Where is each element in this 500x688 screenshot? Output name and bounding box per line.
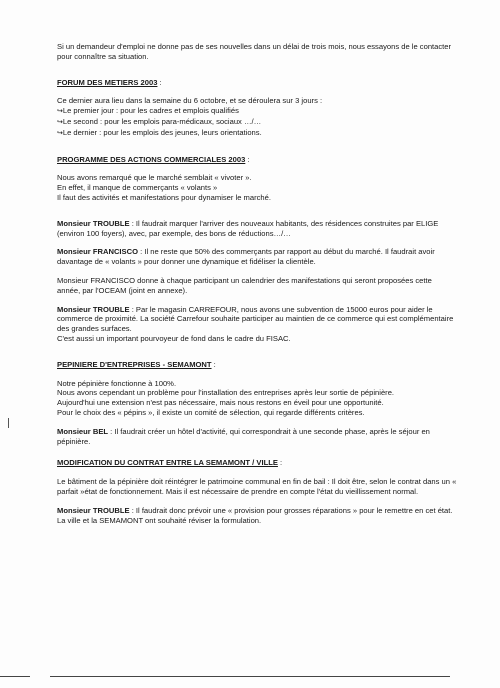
arrow-bullet-icon: ↪ [57, 118, 63, 126]
programme-heading-line [57, 155, 457, 165]
speaker-name: Monsieur BEL [57, 426, 109, 436]
programme-line: En effet, il manque de commerçants « volants » [57, 183, 218, 193]
programme-heading: PROGRAMME DES ACTIONS COMMERCIALES 2003 [57, 154, 246, 164]
pepiniere-heading: PEPINIERE D'ENTREPRISES - SEMAMONT [57, 359, 212, 369]
modification-heading-colon: : [277, 458, 283, 468]
programme-line: Il faut des activités et manifestations pour dynamiser le marché. [57, 192, 271, 202]
footer-rule [50, 676, 450, 677]
pepiniere-heading-colon: : [211, 359, 216, 369]
arrow-bullet-icon: ↪ [57, 108, 63, 116]
intro-paragraph: Si un demandeur d'emploi ne donne pas de ses nouvelles dans un délai de trois mois, nous essayons de le contacter pour connaître sa situation. [57, 42, 452, 61]
arrow-bullet-icon: ↪ [57, 129, 63, 137]
document-body [57, 42, 457, 525]
pepiniere-line: Notre pépinière fonctionne à 100%. [57, 378, 177, 388]
trouble-remark-1: Monsieur TROUBLE : Il faudrait marquer l'arriver des nouveaux habitants, des résidences construites par ELIGE (environ 100 foyers), avec, par exemple, des bons de réductions…/… [57, 218, 439, 238]
trouble-remark-3: Monsieur TROUBLE : Il faudrait donc prévoir une « provision pour grosses réparations » pour le remettre en cet état. La ville et la SEMAMONT ont souhaité réviser la formulation. [57, 505, 453, 525]
pepiniere-heading-line [57, 360, 457, 370]
pepiniere-line: Aujourd'hui une extension n'est pas nécessaire, mais nous restons en éveil pour une opportunité. [57, 398, 384, 408]
bel-remark: Monsieur BEL : Il faudrait créer un hôtel d'activité, qui correspondrait à une seconde phase, après le séjour en pépinière. [57, 426, 430, 446]
trouble-remark-2: Monsieur TROUBLE : Par le magasin CARREFOUR, nous avons une subvention de 15000 euros pour aider le commerce de proximité. La société Carrefour souhaite participer au maintien de ce commerce qui est complémentaire des grandes surfaces. [57, 304, 454, 334]
francisco-remark: Monsieur FRANCISCO : Il ne reste que 50% des commerçants par rapport au début du marché. Il faudrait avoir davantage de « volants » pour donner une dynamique et fidéliser la clientèle. [57, 247, 435, 267]
forum-heading-line [57, 78, 457, 88]
forum-lead: Ce dernier aura lieu dans la semaine du 6 octobre, et se déroulera sur 3 jours : [57, 96, 323, 106]
francisco-note: Monsieur FRANCISCO donne à chaque participant un calendrier des manifestations qui seront proposées cette année, par l'OCEAM (joint en annexe). [57, 275, 432, 295]
speaker-name: Monsieur TROUBLE [57, 218, 130, 228]
speaker-name: Monsieur TROUBLE [57, 304, 130, 314]
forum-heading: FORUM DES METIERS 2003 [57, 77, 158, 87]
pepiniere-line: Nous avons cependant un problème pour l'installation des entreprises après leur sortie de pépinière. [57, 388, 395, 398]
forum-item: ↪Le dernier : pour les emplois des jeunes, leurs orientations. [57, 127, 262, 137]
modification-heading-line [57, 458, 457, 468]
speaker-name: Monsieur TROUBLE [57, 505, 130, 515]
programme-heading-colon: : [245, 154, 250, 164]
programme-line: Nous avons remarqué que le marché semblait « vivoter ». [57, 173, 252, 183]
forum-item: ↪Le second : pour les emplois para-médicaux, sociaux …/… [57, 116, 262, 126]
forum-heading-colon: : [157, 77, 162, 87]
trouble-remark-2-extra: C'est aussi un important pourvoyeur de fond dans le cadre du FISAC. [57, 333, 291, 343]
forum-item: ↪Le premier jour : pour les cadres et emplois qualifiés [57, 106, 239, 116]
modification-text: Le bâtiment de la pépinière doit réintégrer le patrimoine communal en fin de bail : Il doit être, selon le contrat dans un « parfait »état de fonctionnement. Mais il est nécessaire de prendre en compte l'état du vieillissement normal. [57, 477, 457, 496]
scan-edge-line [0, 676, 30, 677]
pepiniere-line: Pour le choix des « pépins », il existe un comité de sélection, qui regarde différents critères. [57, 407, 365, 417]
scan-artifact-mark [8, 418, 9, 428]
modification-heading: MODIFICATION DU CONTRAT ENTRE LA SEMAMONT / VILLE [57, 458, 278, 468]
speaker-name: Monsieur FRANCISCO [57, 247, 139, 257]
